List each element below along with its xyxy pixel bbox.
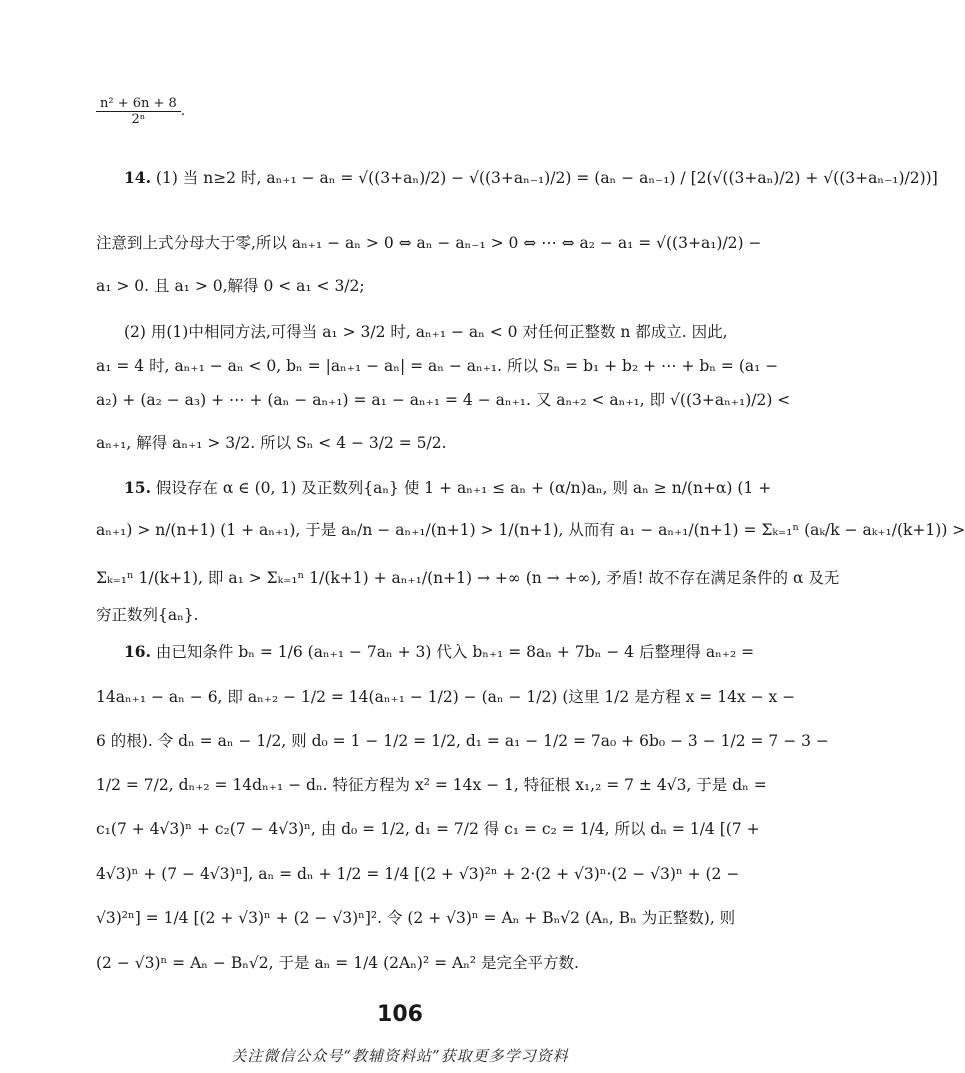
line-text: 4√3)ⁿ + (7 − 4√3)ⁿ], aₙ = dₙ + 1/2 = 1/4 [(2 + √3)²ⁿ + 2·(2 + √3)ⁿ·(2 − √3)ⁿ + (2 − xyxy=(96,865,740,883)
text-line-q14-1-c xyxy=(96,276,708,296)
line-text: c₁(7 + 4√3)ⁿ + c₂(7 − 4√3)ⁿ, 由 d₀ = 1/2, d₁ = 7/2 得 c₁ = c₂ = 1/4, 所以 dₙ = 1/4 [(7 + xyxy=(96,820,760,838)
question-number: 14. xyxy=(124,168,151,187)
text-line-q16-e xyxy=(96,819,760,839)
line-text: (2 − √3)ⁿ = Aₙ − Bₙ√2, 于是 aₙ = 1/4 (2Aₙ)² = Aₙ² 是完全平方数. xyxy=(96,954,579,972)
line-text: 1/2 = 7/2, dₙ₊₂ = 14dₙ₊₁ − dₙ. 特征方程为 x² = 14x − 1, 特征根 x₁,₂ = 7 ± 4√3, 于是 dₙ = xyxy=(96,776,767,794)
question-number: 16. xyxy=(124,642,151,661)
text-line-q14-2-d xyxy=(96,433,708,453)
question-number: 15. xyxy=(124,478,151,497)
line-text: Σₖ₌₁ⁿ 1/(k+1), 即 a₁ > Σₖ₌₁ⁿ 1/(k+1) + aₙ₊₁/(n+1) → +∞ (n → +∞), 矛盾! 故不存在满足条件的 α 及无 xyxy=(96,569,840,587)
line-text: 6 的根). 令 dₙ = aₙ − 1/2, 则 d₀ = 1 − 1/2 = 1/2, d₁ = a₁ − 1/2 = 7a₀ + 6b₀ − 3 − 1/2 = 7 − 3 − xyxy=(96,732,829,750)
text-line-q14-1-b xyxy=(96,233,762,253)
fraction-denominator: 2ⁿ xyxy=(131,112,146,127)
text-line-q16-a xyxy=(124,642,755,662)
line-text: a₁ > 0. 且 a₁ > 0,解得 0 < a₁ < 3/2; xyxy=(96,277,365,295)
text-line-q16-g xyxy=(96,908,736,928)
fraction-n2-6n-8 xyxy=(96,96,185,127)
text-line-q16-b xyxy=(96,687,796,707)
page-number: 106 xyxy=(377,1002,423,1027)
line-text: a₁ = 4 时, aₙ₊₁ − aₙ < 0, bₙ = |aₙ₊₁ − aₙ| = aₙ − aₙ₊₁. 所以 Sₙ = b₁ + b₂ + ⋯ + bₙ = (a₁ − xyxy=(96,357,779,375)
line-text: 注意到上式分母大于零,所以 aₙ₊₁ − aₙ > 0 ⇔ aₙ − aₙ₋₁ > 0 ⇔ ⋯ ⇔ a₂ − a₁ = √((3+a₁)/2) − xyxy=(96,234,762,252)
line-text: (2) 用(1)中相同方法,可得当 a₁ > 3/2 时, aₙ₊₁ − aₙ < 0 对任何正整数 n 都成立. 因此, xyxy=(124,323,728,341)
text-line-q14-2-a xyxy=(124,322,728,342)
text-line-q15-a xyxy=(124,478,772,498)
line-text: aₙ₊₁, 解得 aₙ₊₁ > 3/2. 所以 Sₙ < 4 − 3/2 = 5/2. xyxy=(96,434,447,452)
text-line-q14-2-b xyxy=(96,356,779,376)
text-line-q16-f xyxy=(96,864,740,884)
text-line-q15-d xyxy=(96,605,708,625)
footer-note: 关注微信公众号“教辅资料站”获取更多学习资料 xyxy=(231,1047,569,1065)
line-text: 由已知条件 bₙ = 1/6 (aₙ₊₁ − 7aₙ + 3) 代入 bₙ₊₁ = 8aₙ + 7bₙ − 4 后整理得 aₙ₊₂ = xyxy=(155,643,755,661)
fraction-numerator: n² + 6n + 8 xyxy=(100,96,177,111)
text-line-q15-c xyxy=(96,568,840,588)
line-text: 14aₙ₊₁ − aₙ − 6, 即 aₙ₊₂ − 1/2 = 14(aₙ₊₁ − 1/2) − (aₙ − 1/2) (这里 1/2 是方程 x = 14x − x − xyxy=(96,688,796,706)
line-text: a₂) + (a₂ − a₃) + ⋯ + (aₙ − aₙ₊₁) = a₁ − aₙ₊₁ = 4 − aₙ₊₁. 又 aₙ₊₂ < aₙ₊₁, 即 √((3+aₙ₊₁)/2) < xyxy=(96,391,791,409)
text-line-q16-d xyxy=(96,775,767,795)
line-text: 穷正数列{aₙ}. xyxy=(96,606,199,624)
text-line-q16-h xyxy=(96,953,708,973)
line-text: (1) 当 n≥2 时, aₙ₊₁ − aₙ = √((3+aₙ)/2) − √((3+aₙ₋₁)/2) = (aₙ − aₙ₋₁) / [2(√((3+aₙ)/2) + √((3+aₙ₋₁)/2))] xyxy=(155,169,938,187)
text-line-q14-2-c xyxy=(96,390,791,410)
text-line-q16-c xyxy=(96,731,829,751)
line-text: √3)²ⁿ] = 1/4 [(2 + √3)ⁿ + (2 − √3)ⁿ]². 令 (2 + √3)ⁿ = Aₙ + Bₙ√2 (Aₙ, Bₙ 为正整数), 则 xyxy=(96,909,736,927)
text-line-q15-b xyxy=(96,520,965,540)
line-text: aₙ₊₁) > n/(n+1) (1 + aₙ₊₁), 于是 aₙ/n − aₙ₊₁/(n+1) > 1/(n+1), 从而有 a₁ − aₙ₊₁/(n+1) = Σₖ₌₁ⁿ (aₖ/k − aₖ₊₁/(k+1)) > xyxy=(96,521,965,539)
text-line-q14-1-a xyxy=(124,168,938,188)
fraction-suffix: . xyxy=(180,104,185,119)
line-text: 假设存在 α ∈ (0, 1) 及正数列{aₙ} 使 1 + aₙ₊₁ ≤ aₙ + (α/n)aₙ, 则 aₙ ≥ n/(n+α) (1 + xyxy=(155,479,772,497)
